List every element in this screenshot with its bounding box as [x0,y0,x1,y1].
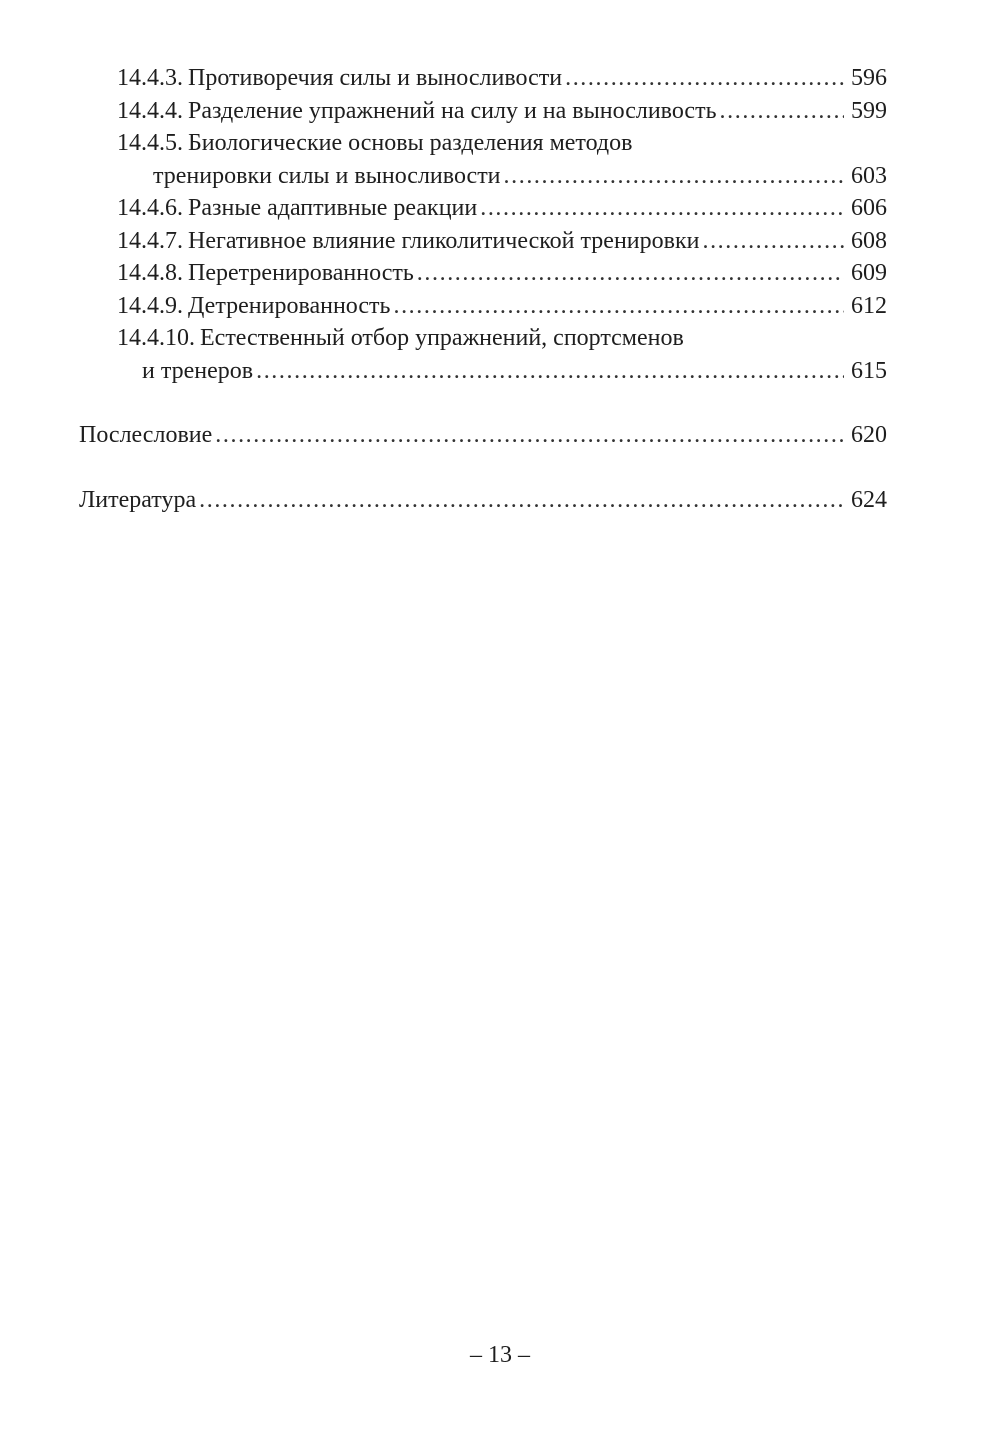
toc-entry-title: и тренеров [142,357,254,384]
toc-line [117,225,887,258]
toc-entry-title: Литература [79,486,197,513]
toc-entry-14-4-8[interactable] [79,257,887,290]
toc-entry-page: 606 [851,195,887,221]
toc-entry-14-4-4[interactable] [79,95,887,128]
toc-entry-title: тренировки силы и выносливости [153,162,501,189]
toc-entry-title: Послесловие [79,422,213,448]
toc-entry-title: 14.4.9. Детренированность [117,292,391,319]
toc-entry-title: 14.4.3. Противоречия силы и выносливости [117,65,563,91]
toc-entry-page: 599 [851,97,887,124]
toc-entry-title: 14.4.5. Биологические основы разделения методов [117,130,633,156]
toc-entry-page: 615 [851,357,887,384]
toc-entry-title: 14.4.10. Естественный отбор упражнений, спортсменов [117,325,684,351]
dot-leader [215,419,844,452]
toc-entry-number: 14.4.8. [117,260,183,286]
toc-entry-title: 14.4.4. Разделение упражнений на силу и на выносливость [117,97,717,124]
toc-entry-14-4-10[interactable] [79,322,887,387]
toc-entry-14-4-3[interactable] [79,62,887,95]
dot-leader [417,257,844,290]
toc-line [79,419,887,452]
dot-leader [720,95,844,128]
toc-entry-page: 612 [851,292,887,319]
toc-line [79,484,887,517]
table-of-contents [79,62,887,516]
toc-line [117,192,887,225]
toc-line [117,127,887,160]
toc-entry-title: 14.4.7. Негативное влияние гликолитической тренировки [117,227,700,254]
toc-entry-page: 624 [851,486,887,513]
toc-entry-14-4-7[interactable] [79,225,887,258]
toc-entry-number: 14.4.10. [117,325,195,351]
dot-leader [393,290,844,323]
dot-leader [256,355,844,388]
dot-leader [199,484,844,517]
toc-entry-14-4-6[interactable] [79,192,887,225]
toc-entry-title: 14.4.8. Перетренированность [117,260,414,286]
toc-line [117,95,887,128]
toc-line [117,257,887,290]
dot-leader [504,160,844,193]
toc-entry-page: 620 [851,422,887,448]
toc-entry-number: 14.4.5. [117,130,183,156]
toc-entry-14-4-9[interactable] [79,290,887,323]
dot-leader [702,225,844,258]
toc-entry-14-4-5[interactable] [79,127,887,192]
dot-leader [480,192,844,225]
toc-line [117,322,887,355]
dot-leader [565,62,844,95]
toc-line [117,62,887,95]
toc-entry-literature[interactable] [79,484,887,517]
toc-entry-afterword[interactable] [79,419,887,452]
toc-entry-page: 596 [851,65,887,91]
toc-entry-page: 603 [851,162,887,189]
page-number: – 13 – [470,1342,530,1368]
toc-entry-title: 14.4.6. Разные адаптивные реакции [117,195,478,221]
toc-entry-number: 14.4.9. [117,292,183,319]
toc-entry-number: 14.4.6. [117,195,183,221]
toc-entry-number: 14.4.4. [117,97,183,124]
toc-entry-page: 608 [851,227,887,254]
toc-entry-page: 609 [851,260,887,286]
toc-entry-number: 14.4.7. [117,227,183,254]
toc-line-continuation [117,355,887,388]
toc-entry-number: 14.4.3. [117,65,183,91]
toc-line-continuation [117,160,887,193]
toc-line [117,290,887,323]
